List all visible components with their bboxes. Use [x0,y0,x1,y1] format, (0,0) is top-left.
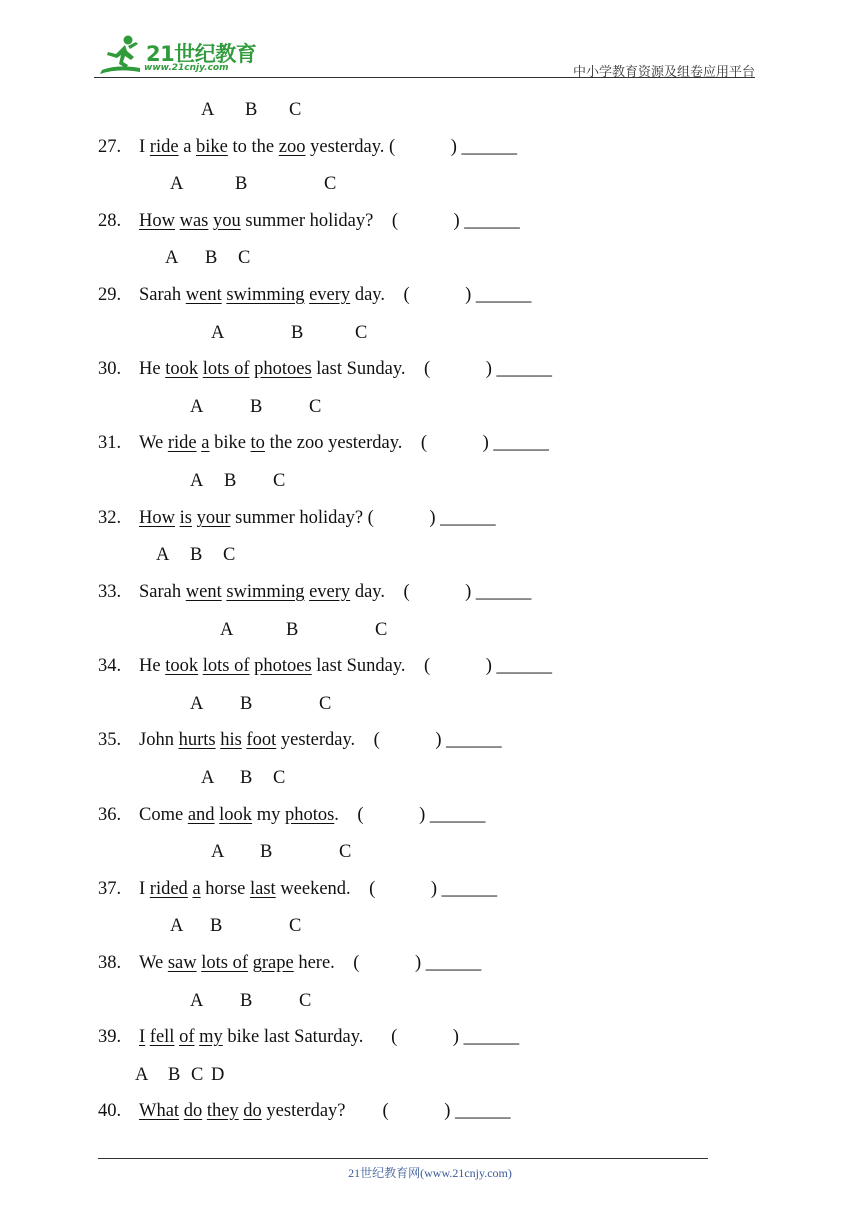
underlined-option: was [179,211,209,231]
underlined-option: hurts [178,730,216,750]
underlined-option: look [219,805,253,825]
sentence-text [364,805,420,825]
underlined-option: went [185,582,222,602]
page-header [0,0,860,80]
sentence-text [359,953,415,973]
sentence-text [430,359,486,379]
option-letter: C [273,768,286,788]
option-letter: A [165,248,179,268]
sentence-text: ) ______ [450,137,517,157]
underlined-option: ride [149,137,179,157]
sentence-text: ) ______ [419,805,486,825]
option-letter: B [235,174,248,194]
underlined-option: a [201,433,210,453]
question-29 [98,284,531,306]
option-letter: B [190,545,203,565]
underlined-option: your [196,508,231,528]
option-letter: A [156,545,170,565]
underlined-option: my [199,1027,223,1047]
sentence-text: ) ______ [453,211,520,231]
sentence-text: ) ______ [414,953,482,973]
option-letter: B [286,620,299,640]
underlined-option: rided [149,879,188,899]
option-letter: B [245,100,258,120]
option-letter: B [210,916,223,936]
underlined-option: grape [252,953,294,973]
underlined-option: saw [167,953,197,973]
underlined-option: swimming [226,582,305,602]
platform-name: 中小学教育资源及组卷应用平台 [572,65,755,80]
sentence-text: yesterday. ( [305,137,396,157]
question-number: 32. [98,508,122,528]
underlined-option: they [206,1101,239,1121]
sentence-text: bike last Saturday. ( [222,1027,398,1047]
sentence-text [398,211,454,231]
sentence-text: John [139,730,179,750]
question-number: 39. [98,1027,122,1047]
option-letter: B [291,323,304,343]
sentence-text [375,879,431,899]
question-number: 36. [98,805,122,825]
option-letter: A [201,100,215,120]
sentence-text: Sarah [139,285,186,305]
option-letter: A [190,991,204,1011]
sentence-text: ) ______ [444,1101,511,1121]
option-letter: B [240,768,253,788]
sentence-text: Come [139,805,188,825]
sentence-text [389,1101,445,1121]
logo-url: www.21cnjy.com [144,63,229,73]
underlined-option: How [139,508,175,528]
sentence-text [410,285,466,305]
sentence-text [374,508,430,528]
sentence-text: day. ( [350,582,410,602]
underlined-option: went [185,285,222,305]
underlined-option: photoes [254,359,312,379]
question-number: 33. [98,582,122,602]
underlined-option: his [220,730,242,750]
underlined-option: is [179,508,192,528]
question-number: 37. [98,879,122,899]
question-39 [98,1026,519,1048]
option-letter: C [339,842,352,862]
runner-logo-icon [94,34,146,78]
underlined-option: How [139,211,175,231]
underlined-option: last [249,879,276,899]
question-36 [98,804,485,826]
sentence-text: . ( [334,805,364,825]
underlined-option: What [139,1101,180,1121]
question-number: 34. [98,656,122,676]
sentence-text: ) ______ [485,359,552,379]
option-letter: C [319,694,332,714]
underlined-option: every [309,285,351,305]
sentence-text [397,1027,453,1047]
sentence-text [430,656,486,676]
sentence-text: yesterday. ( [276,730,380,750]
underlined-option: fell [149,1027,175,1047]
sentence-text: ) ______ [429,508,496,528]
underlined-option: I [139,1027,146,1047]
sentence-text: ) ______ [435,730,502,750]
underlined-option: and [187,805,215,825]
option-letter: C [238,248,251,268]
underlined-option: do [183,1101,203,1121]
sentence-text: ) ______ [485,656,552,676]
option-letter: C [324,174,337,194]
question-number: 29. [98,285,122,305]
sentence-text: here. ( [293,953,360,973]
question-number: 28. [98,211,122,231]
sentence-text: summer holiday? ( [240,211,398,231]
sentence-text: ) ______ [430,879,498,899]
underlined-option: you [213,211,241,231]
option-letter: C [309,397,322,417]
sentence-text: my [252,805,285,825]
question-number: 31. [98,433,122,453]
option-letter: C [289,916,302,936]
option-letter: B [240,991,253,1011]
sentence-text: last Sunday. ( [311,656,431,676]
option-letter: A [220,620,234,640]
underlined-option: every [309,582,351,602]
sentence-text: He [139,359,166,379]
logo-wordmark: 21世纪教育 [146,42,257,66]
sentence-text: the zoo yesterday. ( [264,433,428,453]
underlined-option: zoo [278,137,306,157]
sentence-text: bike [209,433,251,453]
underlined-option: swimming [226,285,305,305]
sentence-text: day. ( [350,285,410,305]
sentence-text: Sarah [139,582,186,602]
header-divider [94,77,755,78]
option-letter: B [205,248,218,268]
sentence-text: ) ______ [482,433,549,453]
footer-text: 21世纪教育网(www.21cnjy.com) [348,1166,512,1180]
underlined-option: photos [284,805,335,825]
option-letter: A [190,471,204,491]
question-32 [98,507,496,529]
sentence-text [410,582,466,602]
sentence-text: I [139,137,150,157]
option-letter: B [224,471,237,491]
sentence-text: ) ______ [465,582,532,602]
question-31 [98,432,549,454]
sentence-text: yesterday? ( [261,1101,389,1121]
question-37 [98,878,497,900]
underlined-option: of [179,1027,195,1047]
question-30 [98,358,552,380]
option-letter: A [170,916,184,936]
underlined-option: ride [167,433,197,453]
option-letter: A [211,842,225,862]
option-letter: B [240,694,253,714]
option-letter: C [223,545,236,565]
question-27 [98,136,517,158]
underlined-option: lots of [202,656,250,676]
option-letter: C [299,991,312,1011]
footer-divider [98,1158,708,1159]
question-number: 27. [98,137,122,157]
sentence-text: horse [200,879,250,899]
option-letter: A [190,397,204,417]
question-40 [98,1100,510,1122]
sentence-text: summer holiday? ( [230,508,374,528]
sentence-text: He [139,656,166,676]
question-34 [98,655,552,677]
question-33 [98,581,531,603]
question-28 [98,210,520,232]
sentence-text: last Sunday. ( [311,359,431,379]
option-letter: A [170,174,184,194]
question-number: 40. [98,1101,122,1121]
logo [94,34,264,78]
underlined-option: photoes [254,656,312,676]
option-letter: A [190,694,204,714]
underlined-option: a [192,879,201,899]
option-letter: A [211,323,225,343]
underlined-option: foot [246,730,277,750]
sentence-text: We [139,433,168,453]
underlined-option: lots of [202,359,250,379]
underlined-option: lots of [201,953,248,973]
option-letter: B [250,397,263,417]
sentence-text: to the [227,137,279,157]
sentence-text: We [139,953,168,973]
option-letter: B [168,1065,181,1085]
sentence-text: ) ______ [452,1027,520,1047]
option-letter: B [260,842,273,862]
option-letter: A [135,1065,149,1085]
underlined-option: to [250,433,265,453]
question-38 [98,952,481,974]
underlined-option: took [165,359,199,379]
option-letter: C [191,1065,204,1085]
sentence-text: ) ______ [465,285,532,305]
question-number: 38. [98,953,122,973]
option-letter: D [211,1065,225,1085]
sentence-text [395,137,451,157]
sentence-text [380,730,436,750]
sentence-text: weekend. ( [275,879,376,899]
option-letter: C [375,620,388,640]
option-letter: C [289,100,302,120]
question-number: 35. [98,730,122,750]
option-letter: A [201,768,215,788]
sentence-text [427,433,483,453]
option-letter: C [355,323,368,343]
sentence-text: a [178,137,197,157]
sentence-text: I [139,879,150,899]
underlined-option: took [165,656,199,676]
underlined-option: bike [196,137,228,157]
option-letter: C [273,471,286,491]
question-number: 30. [98,359,122,379]
question-35 [98,729,502,751]
underlined-option: do [243,1101,262,1121]
